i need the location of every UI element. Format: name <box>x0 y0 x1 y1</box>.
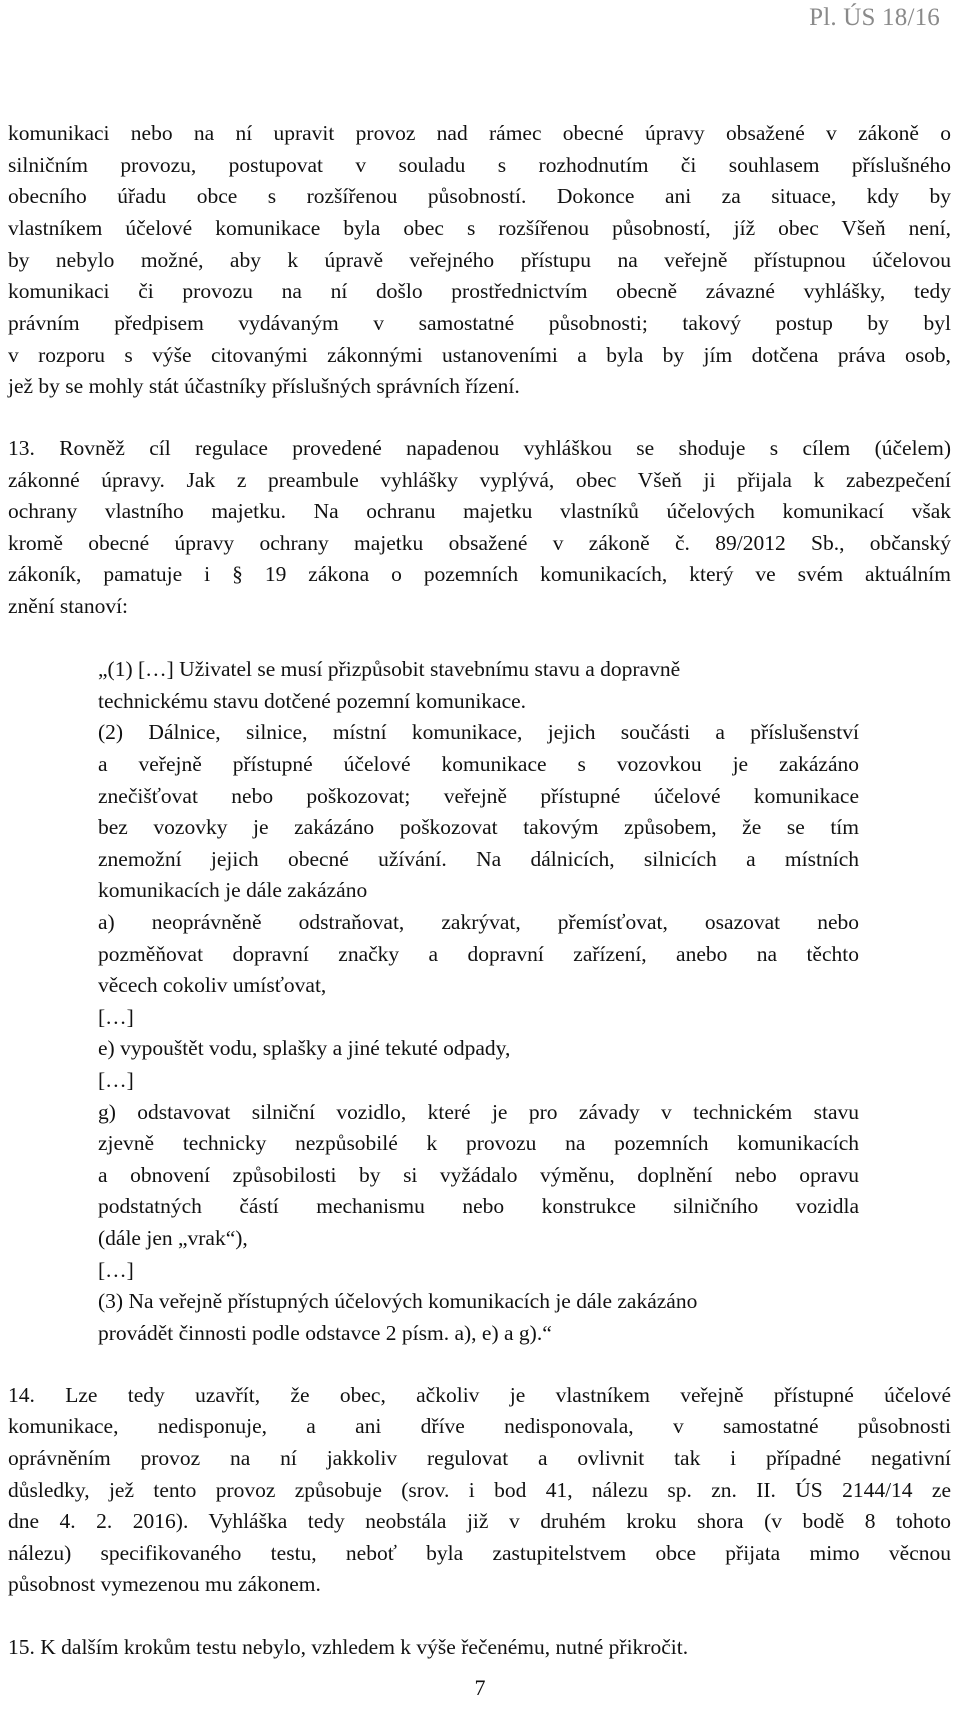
quote-line: technickému stavu dotčené pozemní komunikace. <box>98 689 527 713</box>
quote-line: „(1) […] Uživatel se musí přizpůsobit stavebnímu stavu a dopravně <box>98 657 681 681</box>
paragraph-14-line: 14. Lze tedy uzavřít, že obec, ačkoliv je vlastníkem veřejně přístupné účelové <box>8 1383 951 1407</box>
text-line: silničním provozu, postupovat v souladu s rozhodnutím či souhlasem příslušného <box>8 153 951 177</box>
paragraph-14-line: nálezu) specifikovaného testu, neboť byla zastupitelstvem obce přijata mimo věcnou <box>8 1541 951 1565</box>
paragraph-13-line: znění stanoví: <box>8 594 129 618</box>
quote-line: znemožní jejich obecné užívání. Na dálnicích, silnicích a místních <box>98 847 859 871</box>
document-reference: Pl. ÚS 18/16 <box>809 4 940 31</box>
text-line: v rozporu s výše citovanými zákonnými ustanoveními a byla by jím dotčena práva osob, <box>8 343 951 367</box>
text-line: jež by se mohly stát účastníky příslušných správních řízení. <box>8 374 520 398</box>
quote-line: a) neoprávněně odstraňovat, zakrývat, přemísťovat, osazovat nebo <box>98 910 859 934</box>
text-line: by nebylo možné, aby k úpravě veřejného přístupu na veřejně přístupnou účelovou <box>8 248 951 272</box>
paragraph-14-line: oprávněním provoz na ní jakkoliv regulovat a ovlivnit tak i případné negativní <box>8 1446 951 1470</box>
quote-ellipsis: […] <box>98 1005 134 1029</box>
quote-line: a veřejně přístupné účelové komunikace s vozovkou je zakázáno <box>98 752 859 776</box>
paragraph-13-line: kromě obecné úpravy ochrany majetku obsažené v zákoně č. 89/2012 Sb., občanský <box>8 531 951 555</box>
quote-line: (3) Na veřejně přístupných účelových komunikacích je dále zakázáno <box>98 1289 698 1313</box>
paragraph-14-line: dne 4. 2. 2016). Vyhláška tedy neobstála již v druhém kroku shora (v bodě 8 tohoto <box>8 1509 951 1533</box>
paragraph-14-line: důsledky, jež tento provoz způsobuje (srov. i bod 41, nálezu sp. zn. II. ÚS 2144/14 ze <box>8 1478 951 1502</box>
text-line: komunikaci nebo na ní upravit provoz nad rámec obecné úpravy obsažené v zákoně o <box>8 121 951 145</box>
paragraph-15-line: 15. K dalším krokům testu nebylo, vzhledem k výše řečenému, nutné přikročit. <box>8 1635 689 1659</box>
page-number: 7 <box>474 1675 486 1700</box>
text-line: komunikaci či provozu na ní došlo prostřednictvím obecně závazné vyhlášky, tedy <box>8 279 951 303</box>
paragraph-14-line: komunikace, nedisponuje, a ani dříve nedisponovala, v samostatné působnosti <box>8 1414 951 1438</box>
text-line: obecního úřadu obce s rozšířenou působností. Dokonce ani za situace, kdy by <box>8 184 951 208</box>
quote-line: a obnovení způsobilosti by si vyžádalo výměnu, doplnění nebo opravu <box>98 1163 859 1187</box>
paragraph-13-line: 13. Rovněž cíl regulace provedené napadenou vyhláškou se shoduje s cílem (účelem) <box>8 436 951 460</box>
text-line: právním předpisem vydávaným v samostatné působnosti; takový postup by byl <box>8 311 951 335</box>
quote-line: znečišťovat nebo poškozovat; veřejně přístupné účelové komunikace <box>98 784 859 808</box>
paragraph-14-line: působnost vymezenou mu zákonem. <box>8 1572 321 1596</box>
quote-line: e) vypouštět vodu, splašky a jiné tekuté odpady, <box>98 1036 511 1060</box>
quote-line: g) odstavovat silniční vozidlo, které je pro závady v technickém stavu <box>98 1100 859 1124</box>
paragraph-13-line: ochrany vlastního majetku. Na ochranu majetku vlastníků účelových komunikací však <box>8 499 951 523</box>
quote-line: (dále jen „vrak“), <box>98 1226 248 1250</box>
quote-line: podstatných částí mechanismu nebo konstrukce silničního vozidla <box>98 1194 859 1218</box>
paragraph-13-line: zákoník, pamatuje i § 19 zákona o pozemních komunikacích, který ve svém aktuálním <box>8 562 951 586</box>
text-line: vlastníkem účelové komunikace byla obec s rozšířenou působností, jíž obec Všeň není, <box>8 216 951 240</box>
quote-line: provádět činnosti podle odstavce 2 písm. a), e) a g).“ <box>98 1321 552 1345</box>
quote-ellipsis: […] <box>98 1068 134 1092</box>
quote-line: (2) Dálnice, silnice, místní komunikace, jejich součásti a příslušenství <box>98 720 859 744</box>
quote-line: pozměňovat dopravní značky a dopravní zařízení, anebo na těchto <box>98 942 859 966</box>
quote-line: věcech cokoliv umísťovat, <box>98 973 327 997</box>
quote-line: zjevně technicky nezpůsobilé k provozu na pozemních komunikacích <box>98 1131 859 1155</box>
quote-line: bez vozovky je zakázáno poškozovat takovým způsobem, že se tím <box>98 815 859 839</box>
quote-ellipsis: […] <box>98 1258 134 1282</box>
paragraph-13-line: zákonné úpravy. Jak z preambule vyhlášky vyplývá, obec Všeň ji přijala k zabezpečení <box>8 468 951 492</box>
quote-line: komunikacích je dále zakázáno <box>98 878 368 902</box>
